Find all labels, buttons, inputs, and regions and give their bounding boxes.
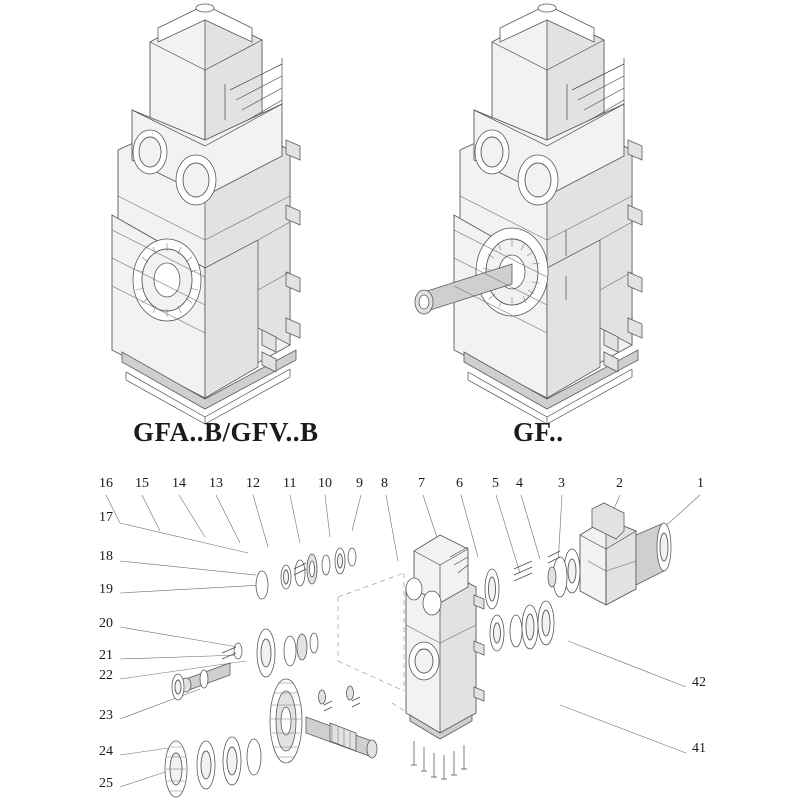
left-gearbox-drawing — [112, 4, 300, 424]
part-label: 21 — [99, 648, 113, 663]
part-label: 3 — [558, 476, 565, 491]
part-label: 16 — [99, 476, 113, 491]
part-label: 24 — [99, 744, 113, 759]
part-label: 5 — [492, 476, 499, 491]
leader-lines-right — [560, 641, 686, 753]
part-label: 17 — [99, 510, 113, 525]
right-gearbox-drawing — [415, 4, 642, 424]
motor-adapter-part — [553, 503, 671, 605]
rings-bearings-group — [485, 551, 560, 651]
caption-left: GFA..B/GFV..B — [133, 417, 319, 447]
part-label: 15 — [135, 476, 149, 491]
part-label: 11 — [283, 476, 297, 491]
part-label: 20 — [99, 616, 113, 631]
part-label: 25 — [99, 776, 113, 791]
exploded-diagram-svg — [0, 465, 800, 800]
part-label: 4 — [516, 476, 523, 491]
caption-right: GF.. — [513, 417, 564, 447]
part-label: 19 — [99, 582, 113, 597]
part-label: 9 — [356, 476, 363, 491]
part-label: 18 — [99, 549, 113, 564]
part-label: 6 — [456, 476, 463, 491]
housing-part — [406, 535, 484, 779]
part-label: 7 — [418, 476, 425, 491]
part-label: 10 — [318, 476, 332, 491]
part-label: 22 — [99, 668, 113, 683]
part-label: 23 — [99, 708, 113, 723]
exploded-parts-diagram — [0, 465, 800, 800]
part-label: 14 — [172, 476, 186, 491]
part-label: 41 — [692, 741, 706, 756]
left-exploded-train — [165, 548, 377, 797]
part-label: 12 — [246, 476, 260, 491]
part-label: 1 — [697, 476, 704, 491]
part-label: 8 — [381, 476, 388, 491]
part-label: 13 — [209, 476, 223, 491]
part-label: 42 — [692, 675, 706, 690]
part-label: 2 — [616, 476, 623, 491]
